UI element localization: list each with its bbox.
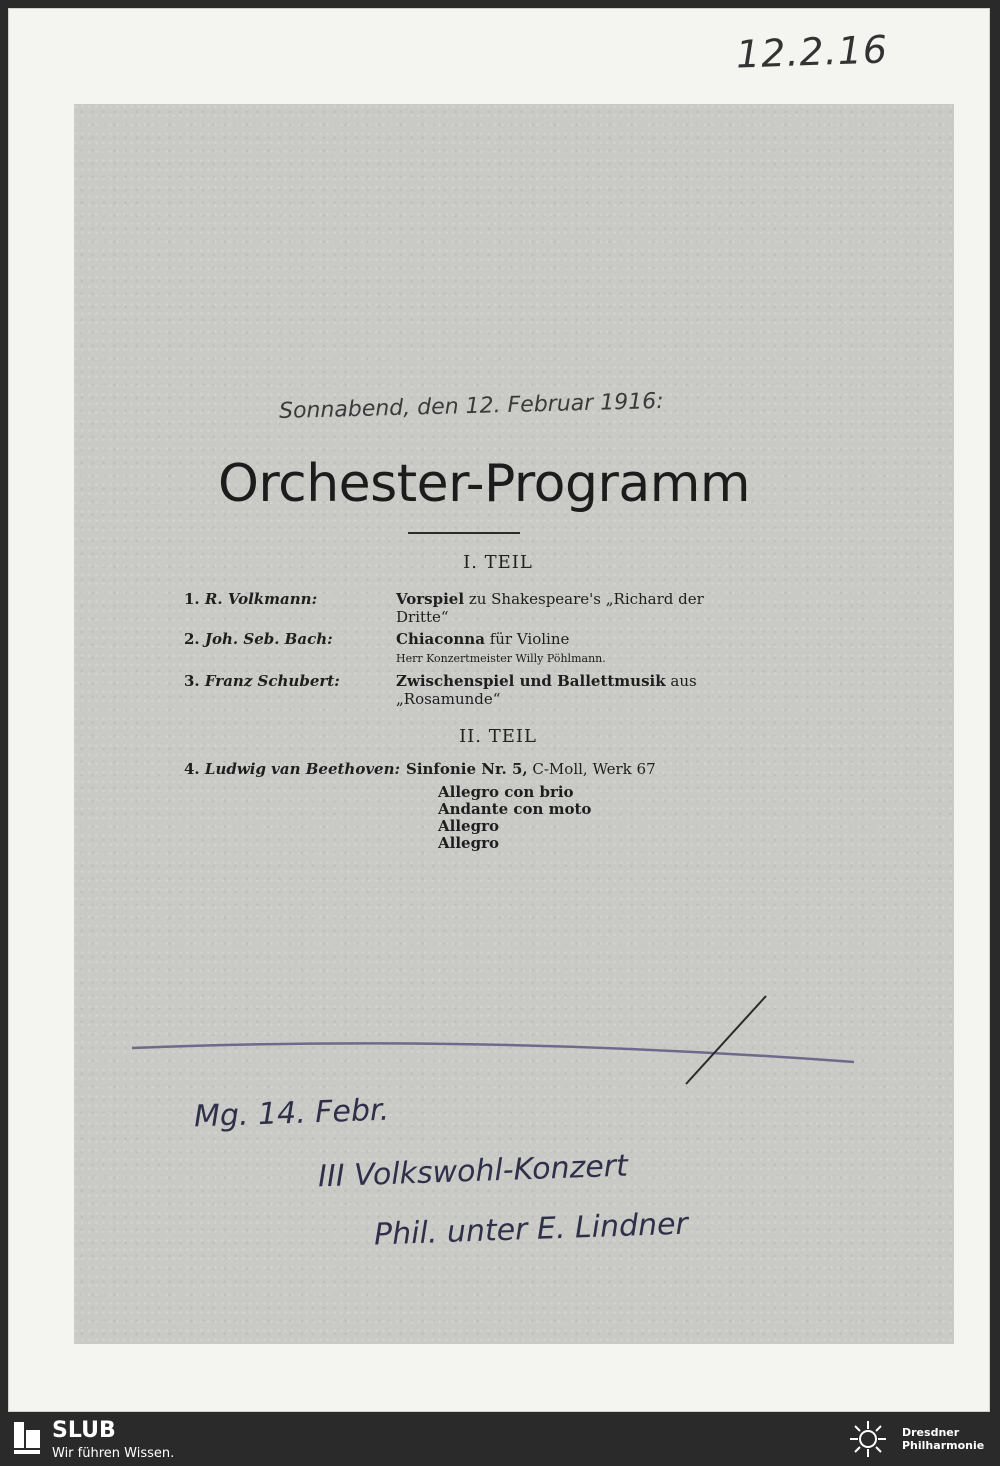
pencil-note-line: Phil. unter E. Lindner (373, 1206, 689, 1253)
movement-item: Allegro con brio (438, 783, 574, 801)
movement-item: Allegro (438, 834, 499, 852)
scanned-page (8, 8, 990, 1412)
pencil-note-line: III Volkswohl-Konzert (317, 1148, 629, 1195)
work-title: Zwischenspiel und Ballettmusik aus „Rosamunde“ (396, 672, 697, 708)
handwritten-date-line: Sonnabend, den 12. Februar 1916: (278, 388, 664, 425)
library-name: SLUB (52, 1418, 116, 1443)
composer-name: 1. R. Volkmann: (184, 590, 318, 608)
archive-date-annotation: 12.2.16 (735, 27, 889, 77)
program-title: Orchester-Programm (217, 454, 751, 514)
partner-name: Dresdner Philharmonie (902, 1426, 985, 1452)
footer-bar (0, 1412, 1000, 1466)
work-title: Sinfonie Nr. 5, C-Moll, Werk 67 (406, 760, 656, 778)
movement-item: Andante con moto (438, 800, 592, 818)
pencil-underline (132, 1043, 854, 1062)
work-title: Chiaconna für Violine Herr Konzertmeister Willy Pöhlmann. (396, 630, 746, 668)
program-photograph (74, 104, 954, 1344)
philharmonie-logo-icon (840, 1417, 896, 1461)
composer-name: 3. Franz Schubert: (184, 672, 340, 690)
pencil-note-line: Mg. 14. Febr. (193, 1092, 390, 1135)
work-title: Vorspiel zu Shakespeare's „Richard der Dritte“ (396, 590, 704, 626)
part-one-heading: I. TEIL (463, 552, 533, 573)
part-two-heading: II. TEIL (459, 726, 537, 747)
composer-name: 4. Ludwig van Beethoven: (184, 760, 401, 778)
slub-logo-icon (14, 1422, 42, 1456)
composer-name: 2. Joh. Seb. Bach: (184, 630, 333, 648)
soloist-line: Herr Konzertmeister Willy Pöhlmann. (396, 652, 606, 665)
library-tagline: Wir führen Wissen. (52, 1446, 175, 1461)
pencil-slash (686, 996, 766, 1084)
movement-item: Allegro (438, 817, 499, 835)
